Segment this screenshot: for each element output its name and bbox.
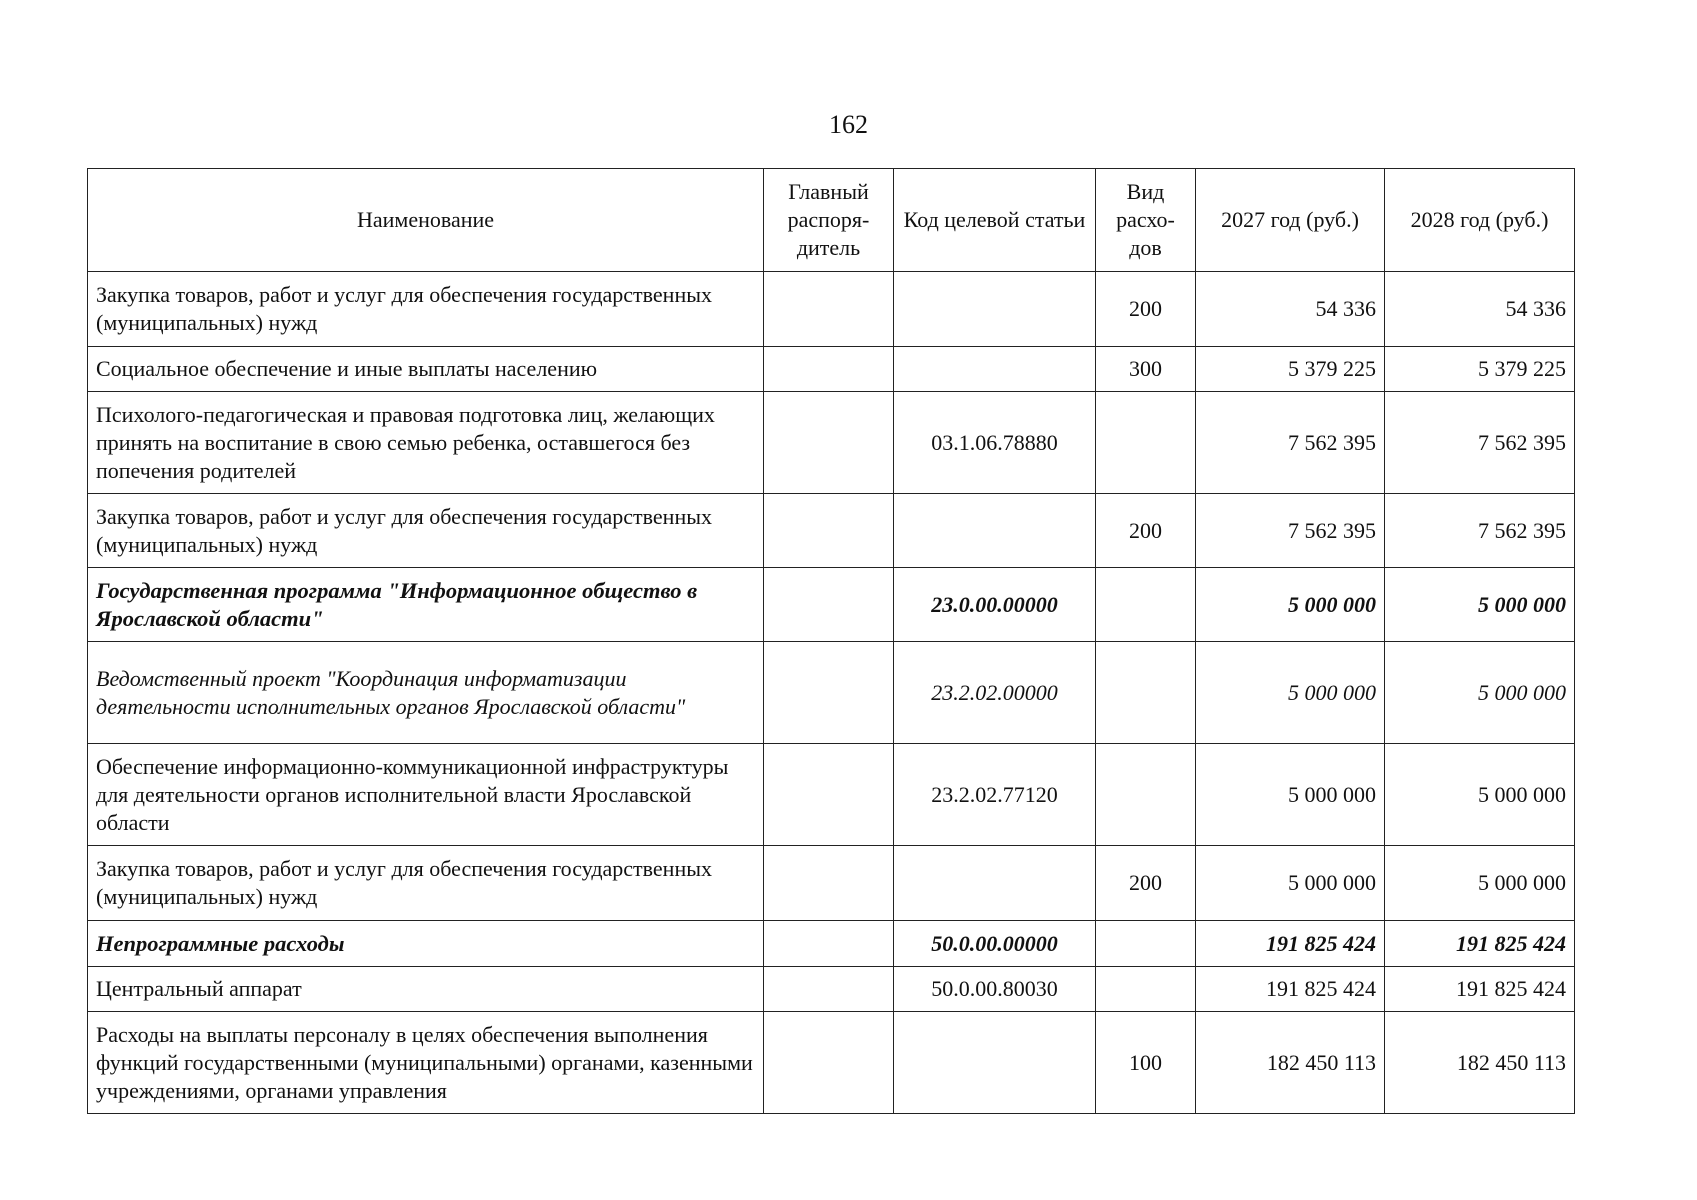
row-kind: 100 [1096,1012,1196,1114]
row-2028: 5 000 000 [1385,846,1575,921]
row-name: Ведомственный проект "Координация информатизации деятельности исполнительных органов Ярославской области" [88,642,764,744]
row-2027: 7 562 395 [1196,392,1385,494]
row-2028: 5 000 000 [1385,642,1575,744]
row-admin [764,272,894,347]
header-2027: 2027 год (руб.) [1196,169,1385,272]
row-code: 50.0.00.00000 [894,921,1096,967]
row-name: Центральный аппарат [88,967,764,1012]
row-admin [764,846,894,921]
row-2028: 54 336 [1385,272,1575,347]
row-kind [1096,642,1196,744]
header-kind: Вид расхо-дов [1096,169,1196,272]
row-name: Обеспечение информационно-коммуникационной инфраструктуры для деятельности органов исполнительной власти Ярославской области [88,744,764,846]
row-admin [764,1012,894,1114]
row-kind: 300 [1096,347,1196,392]
row-name: Государственная программа "Информационное общество в Ярославской области" [88,568,764,642]
row-admin [764,967,894,1012]
table-row [88,846,1575,921]
row-code [894,846,1096,921]
row-2028: 7 562 395 [1385,392,1575,494]
row-code: 23.2.02.77120 [894,744,1096,846]
row-kind [1096,744,1196,846]
header-2028: 2028 год (руб.) [1385,169,1575,272]
table-row [88,392,1575,494]
table-row [88,1012,1575,1114]
row-admin [764,744,894,846]
row-2027: 5 000 000 [1196,568,1385,642]
row-2027: 5 000 000 [1196,642,1385,744]
row-code [894,272,1096,347]
row-2028: 5 000 000 [1385,568,1575,642]
row-2027: 5 000 000 [1196,744,1385,846]
row-kind [1096,921,1196,967]
row-2028: 7 562 395 [1385,494,1575,568]
table-row-project [88,642,1575,744]
row-name: Закупка товаров, работ и услуг для обеспечения государственных (муниципальных) нужд [88,272,764,347]
row-admin [764,494,894,568]
header-name: Наименование [88,169,764,272]
table-row [88,347,1575,392]
row-name: Непрограммные расходы [88,921,764,967]
row-admin [764,921,894,967]
row-code: 23.0.00.00000 [894,568,1096,642]
row-admin [764,347,894,392]
row-code [894,347,1096,392]
table-row [88,494,1575,568]
row-2027: 54 336 [1196,272,1385,347]
row-code: 03.1.06.78880 [894,392,1096,494]
table-row [88,967,1575,1012]
row-code [894,494,1096,568]
row-2027: 182 450 113 [1196,1012,1385,1114]
row-name: Закупка товаров, работ и услуг для обеспечения государственных (муниципальных) нужд [88,494,764,568]
row-code: 50.0.00.80030 [894,967,1096,1012]
table-row-program [88,568,1575,642]
row-2028: 182 450 113 [1385,1012,1575,1114]
row-2028: 191 825 424 [1385,967,1575,1012]
table-row [88,744,1575,846]
row-admin [764,392,894,494]
row-2028: 191 825 424 [1385,921,1575,967]
row-kind: 200 [1096,272,1196,347]
row-2027: 191 825 424 [1196,967,1385,1012]
row-name: Закупка товаров, работ и услуг для обеспечения государственных (муниципальных) нужд [88,846,764,921]
row-2027: 5 000 000 [1196,846,1385,921]
table-row [88,272,1575,347]
row-admin [764,568,894,642]
row-kind [1096,967,1196,1012]
row-kind [1096,392,1196,494]
row-name: Психолого-педагогическая и правовая подготовка лиц, желающих принять на воспитание в свою семью ребенка, оставшегося без попечения родителей [88,392,764,494]
row-2028: 5 379 225 [1385,347,1575,392]
table-header-row [88,169,1575,272]
row-code [894,1012,1096,1114]
row-admin [764,642,894,744]
row-2027: 5 379 225 [1196,347,1385,392]
page-number: 162 [829,110,868,139]
row-2027: 191 825 424 [1196,921,1385,967]
row-kind: 200 [1096,846,1196,921]
budget-table [87,168,1575,1114]
row-2027: 7 562 395 [1196,494,1385,568]
row-kind: 200 [1096,494,1196,568]
row-kind [1096,568,1196,642]
table-row-program [88,921,1575,967]
row-code: 23.2.02.00000 [894,642,1096,744]
header-admin: Главный распоря-дитель [764,169,894,272]
row-name: Социальное обеспечение и иные выплаты населению [88,347,764,392]
header-code: Код целевой статьи [894,169,1096,272]
row-2028: 5 000 000 [1385,744,1575,846]
row-name: Расходы на выплаты персоналу в целях обеспечения выполнения функций государственными (муниципальными) органами, казенными учреждениями, органами управления [88,1012,764,1114]
